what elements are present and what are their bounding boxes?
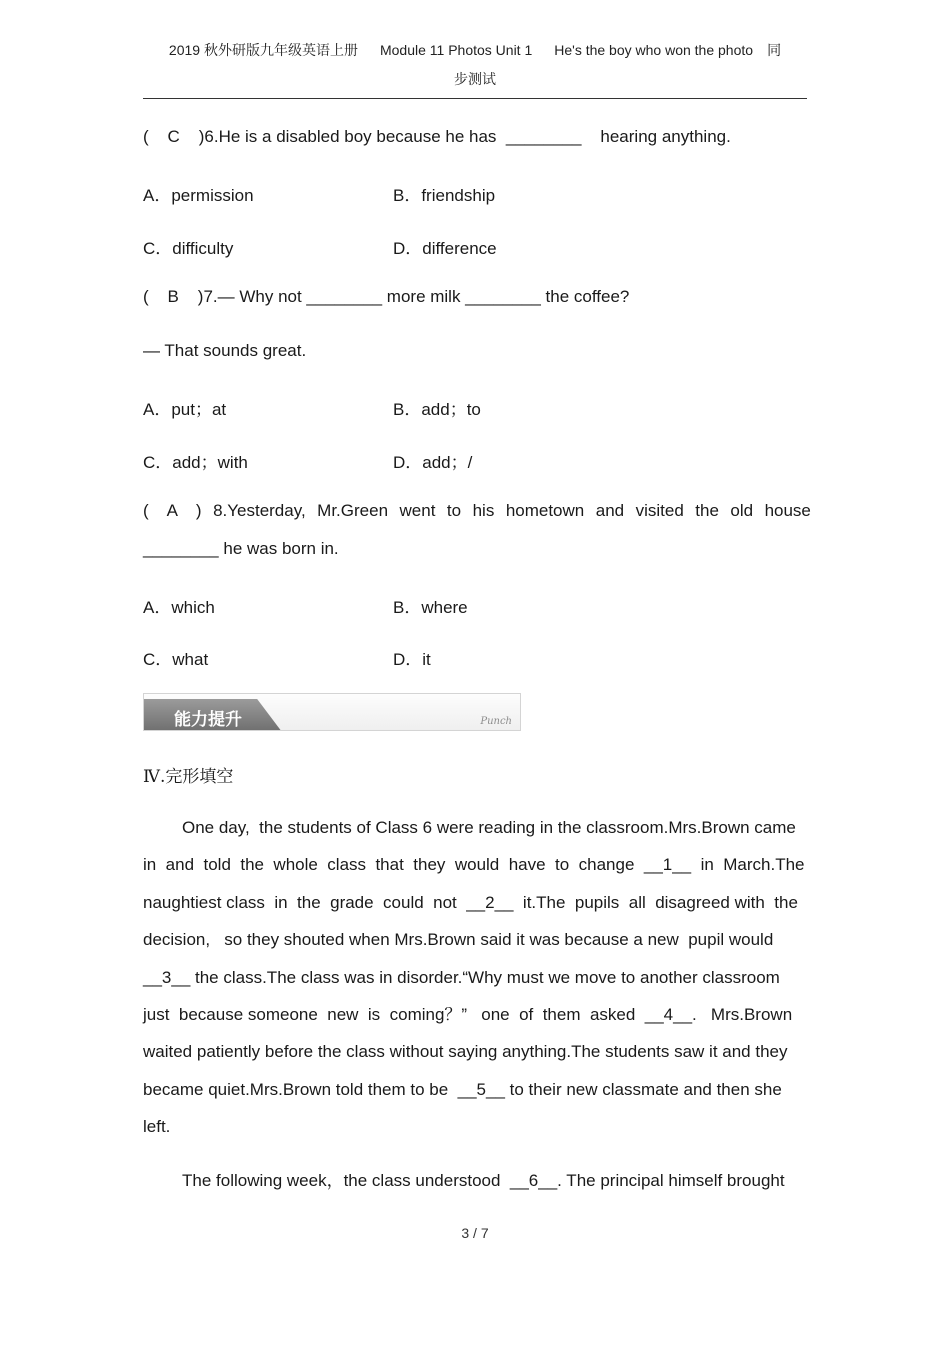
passage-line: in and told the whole class that they would have to change __1__ in March.The	[143, 855, 805, 875]
option-c: C．what	[143, 650, 209, 669]
option-b: B．add；to	[393, 400, 481, 419]
banner-label: 能力提升	[174, 710, 242, 730]
header-unit-title: He's the boy who won the photo	[554, 42, 754, 58]
option-d: D．add；/	[393, 453, 473, 472]
passage-line: The following week，the class understood __6__. The principal himself brought	[182, 1171, 785, 1190]
option-a: A．put；at	[143, 400, 227, 419]
section-title: Ⅳ.完形填空	[143, 767, 234, 787]
stem-word: visited	[635, 501, 684, 520]
answer-paren: ( B )	[143, 287, 204, 306]
answer-paren: ( C )	[143, 127, 205, 146]
question-7	[143, 287, 629, 307]
stem-word: and	[595, 501, 625, 520]
passage-line: naughtiest class in the grade could not __2__ it.The pupils all disagreed with the	[143, 892, 798, 912]
passage-paragraph-2	[143, 1162, 811, 1199]
option-d: D．it	[393, 650, 431, 669]
header-divider	[143, 98, 807, 99]
banner-tag: Punch	[480, 716, 512, 727]
header-title: 2019 秋外研版九年级英语上册	[168, 42, 358, 58]
question-stem: 6.He is a disabled boy because he has ________ hearing anything.	[204, 127, 731, 146]
passage-line: became quiet.Mrs.Brown told them to be __5__ to their new classmate and then she	[143, 1079, 782, 1099]
stem-word: house	[764, 501, 811, 520]
stem-word: old	[730, 501, 754, 520]
page-header	[143, 36, 807, 94]
passage-line: waited patiently before the class without saying anything.The students saw it and they	[143, 1042, 788, 1062]
answer-paren: ( A )	[143, 501, 202, 520]
option-c: C．add；with	[143, 453, 248, 472]
question-8-continued: ________ he was born in.	[143, 539, 339, 558]
option-b: B．where	[393, 598, 468, 617]
question-7-response: — That sounds great.	[143, 341, 307, 360]
option-b: B．friendship	[393, 186, 496, 205]
section-banner	[143, 693, 521, 731]
passage-line: just because someone new is coming？” one of them asked __4__. Mrs.Brown	[143, 1004, 793, 1024]
stem-word: to	[446, 501, 462, 520]
question-stem: 7.— Why not ________ more milk ________ the coffee?	[203, 287, 630, 306]
header-trail: 同	[767, 42, 782, 58]
option-a: A．which	[143, 598, 215, 617]
option-a: A．permission	[143, 186, 254, 205]
header-line2: 步测试	[454, 71, 496, 87]
page-number: 3 / 7	[461, 1225, 489, 1241]
stem-word: his	[472, 501, 495, 520]
option-d: D．difference	[393, 239, 497, 258]
stem-word: 8.Yesterday,	[213, 501, 306, 520]
stem-word: Mr.Green	[317, 501, 389, 520]
question-8	[143, 501, 811, 521]
stem-word: went	[399, 501, 436, 520]
stem-word: hometown	[505, 501, 585, 520]
passage-line: left.	[143, 1117, 171, 1137]
question-6	[143, 127, 731, 147]
option-c: C．difficulty	[143, 239, 234, 258]
stem-word: the	[695, 501, 719, 520]
passage-line: One day, the students of Class 6 were reading in the classroom.Mrs.Brown came	[182, 818, 796, 837]
passage-line: __3__ the class.The class was in disorder.“Why must we move to another classroom	[143, 967, 780, 987]
header-module: Module 11 Photos Unit 1	[379, 42, 533, 58]
passage-paragraph-1	[143, 809, 811, 1146]
passage-line: decision, so they shouted when Mrs.Brown said it was because a new pupil would	[143, 930, 774, 950]
